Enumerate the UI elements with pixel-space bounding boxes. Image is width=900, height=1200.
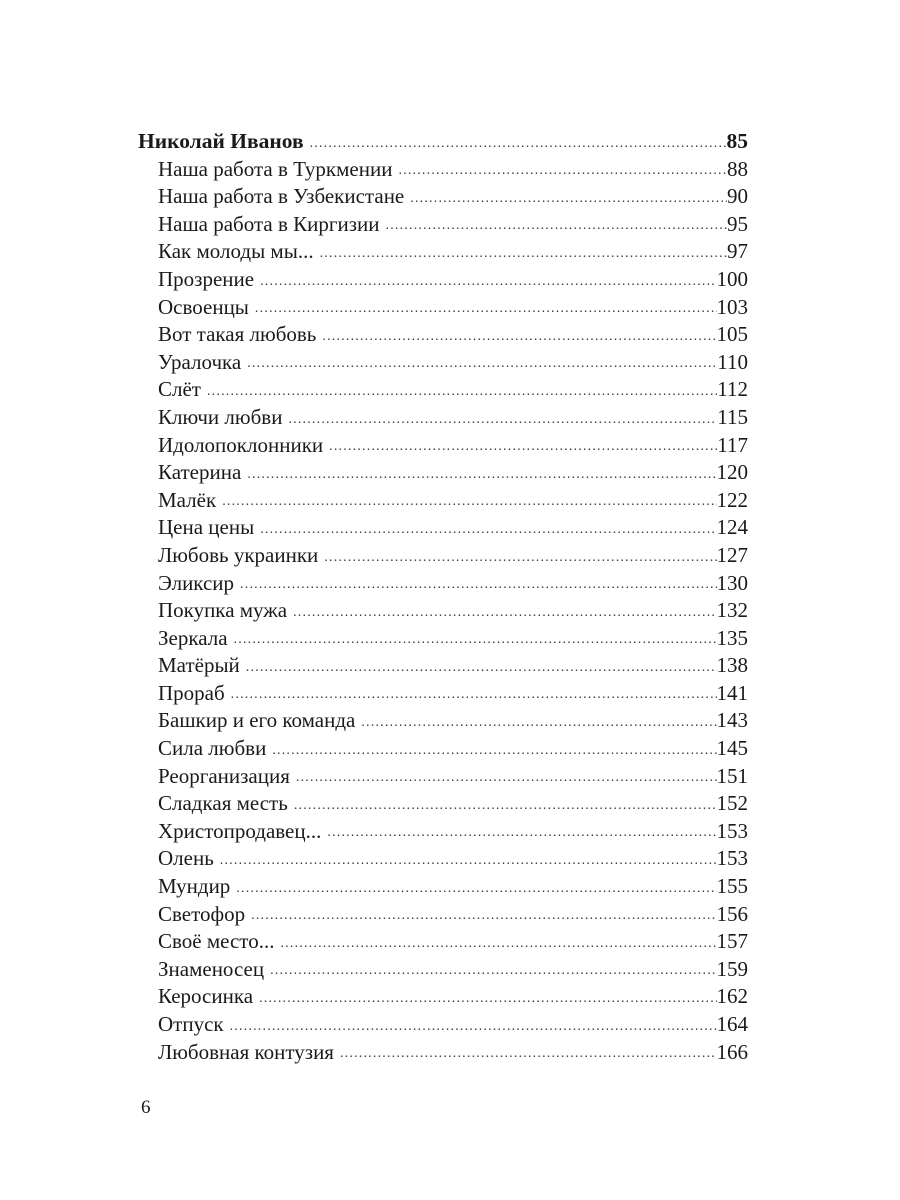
toc-entry-page-number: 156 [716,901,748,926]
toc-entry-title: Сила любви [158,736,267,761]
toc-entry [138,294,748,322]
toc-entry-title: Вот такая любовь [158,322,317,347]
toc-entry-page-number: 138 [716,653,748,678]
toc-entry-title: Любовная контузия [158,1039,334,1064]
toc-entry [138,432,748,460]
toc-entry [138,266,748,294]
author-name: Николай Иванов [138,129,304,153]
toc-entry [138,349,748,377]
toc-entry [138,818,748,846]
toc-entry [138,983,748,1011]
toc-entry-page-number: 130 [716,570,748,595]
toc-entry [138,956,748,984]
toc-entry-title: Зеркала [158,625,228,650]
page-number: 6 [141,1097,151,1118]
dot-leader [260,272,716,292]
toc-entry-title: Уралочка [158,349,242,374]
toc-entry-title: Слёт [158,377,201,402]
toc-entry [138,790,748,818]
toc-entry-title: Отпуск [158,1012,224,1036]
toc-entry-page-number: 95 [727,211,748,236]
dot-leader [260,520,716,540]
toc-entry-title: Сладкая месть [158,791,288,816]
toc-entry-title: Керосинка [158,984,254,1009]
toc-entry [138,570,748,598]
toc-entry [138,542,748,570]
toc-entry [138,901,748,929]
toc-entry-title: Покупка мужа [158,598,288,623]
toc-entry-page-number: 103 [716,294,748,319]
dot-leader [230,1017,717,1037]
toc-entry-title: Малёк [158,487,217,512]
toc-entry-page-number: 145 [716,736,748,761]
toc-entry [138,680,748,708]
toc-entry [138,735,748,763]
toc-entry-page-number: 122 [716,487,748,512]
dot-leader [320,244,727,264]
toc-entry [138,487,748,515]
toc-entry-title: Любовь украинки [158,542,319,567]
dot-leader [236,879,716,899]
dot-leader [327,823,716,843]
dot-leader [296,768,717,788]
toc-entry [138,321,748,349]
dot-leader [231,685,717,705]
toc-entry-title: Христопродавец... [158,818,322,843]
dot-leader [386,216,728,236]
toc-author-entry [138,128,748,156]
toc-entry-page-number: 100 [716,266,748,291]
toc-entry [138,514,748,542]
toc-entry-page-number: 153 [716,846,748,871]
toc-entry-title: Катерина [158,460,242,485]
toc-entry-page-number: 141 [716,680,748,705]
toc-entry-title: Наша работа в Киргизии [158,211,380,236]
toc-entry-page-number: 152 [716,791,748,816]
toc-entry-title: Прораб [158,680,225,705]
toc-entry-title: Ключи любви [158,404,283,429]
toc-entry-title: Мундир [158,874,231,899]
toc-entry-page-number: 143 [716,708,748,733]
toc-entry-page-number: 155 [716,874,748,899]
toc-entry [138,211,748,239]
author-page-number: 85 [726,129,748,153]
dot-leader [251,906,716,926]
toc-entry-page-number: 117 [717,432,748,457]
dot-leader [410,189,727,209]
toc-entry-page-number: 162 [716,984,748,1009]
dot-leader [234,630,717,650]
dot-leader [247,465,716,485]
toc-entry-page-number: 124 [716,515,748,540]
dot-leader [361,713,716,733]
dot-leader [322,327,716,347]
toc-entry-title: Эликсир [158,570,235,595]
toc-entry-title: Идолопоклонники [158,432,324,457]
dot-leader [398,161,727,181]
toc-entry [138,763,748,791]
toc-entry-page-number: 115 [717,404,748,429]
toc-entry-page-number: 112 [717,377,748,402]
toc-entry-title: Наша работа в Узбекистане [158,184,405,209]
dot-leader [324,548,716,568]
toc-entry-page-number: 159 [716,956,748,981]
dot-leader [220,851,717,871]
dot-leader [272,741,716,761]
toc-entry-page-number: 127 [716,542,748,567]
dot-leader [207,382,717,402]
toc-entry [138,845,748,873]
toc-entry-page-number: 153 [716,818,748,843]
toc-entry-page-number: 88 [727,156,748,181]
dot-leader [222,492,716,512]
dot-leader [259,989,716,1009]
toc-entry-title: Наша работа в Туркмении [158,156,393,181]
toc-entry-title: Цена цены [158,515,255,540]
toc-entry-title: Знаменосец [158,956,265,981]
toc-entry-title: Матёрый [158,653,240,678]
dot-leader [240,575,716,595]
toc-entry-title: Своё место... [158,929,275,954]
toc-entry-title: Прозрение [158,266,255,291]
toc-entry-page-number: 132 [716,598,748,623]
toc-entry [138,183,748,211]
toc-entry-page-number: 110 [717,349,748,374]
toc-entry [138,707,748,735]
toc-entry-page-number: 120 [716,460,748,485]
toc-entry-title: Как молоды мы... [158,239,314,264]
dot-leader [246,658,717,678]
table-of-contents [138,128,748,1066]
toc-entry-page-number: 157 [716,929,748,954]
toc-entry-page-number: 105 [716,322,748,347]
toc-entry [138,238,748,266]
dot-leader [329,437,717,457]
dot-leader [247,354,717,374]
toc-entry-title: Башкир и его команда [158,708,356,733]
toc-entry [138,376,748,404]
dot-leader [288,410,717,430]
toc-entry [138,459,748,487]
dot-leader [310,134,727,154]
toc-entry [138,625,748,653]
toc-entry [138,652,748,680]
toc-entry [138,1011,748,1039]
toc-entry-title: Освоенцы [158,294,249,319]
toc-entry-page-number: 90 [727,184,748,209]
toc-entry-page-number: 97 [727,239,748,264]
toc-entry [138,597,748,625]
toc-entry-page-number: 164 [716,1012,748,1036]
toc-entry-page-number: 151 [716,763,748,788]
dot-leader [293,603,716,623]
dot-leader [255,299,717,319]
toc-entries-list [138,156,748,1067]
toc-entry-page-number: 166 [716,1039,748,1064]
toc-entry [138,1039,748,1067]
toc-entry [138,873,748,901]
dot-leader [294,796,717,816]
toc-entry-title: Реорганизация [158,763,290,788]
toc-entry [138,928,748,956]
toc-entry [138,404,748,432]
toc-entry-title: Светофор [158,901,246,926]
toc-entry-title: Олень [158,846,214,871]
dot-leader [270,961,716,981]
toc-entry-page-number: 135 [716,625,748,650]
dot-leader [340,1044,717,1064]
dot-leader [280,934,716,954]
toc-entry [138,156,748,184]
